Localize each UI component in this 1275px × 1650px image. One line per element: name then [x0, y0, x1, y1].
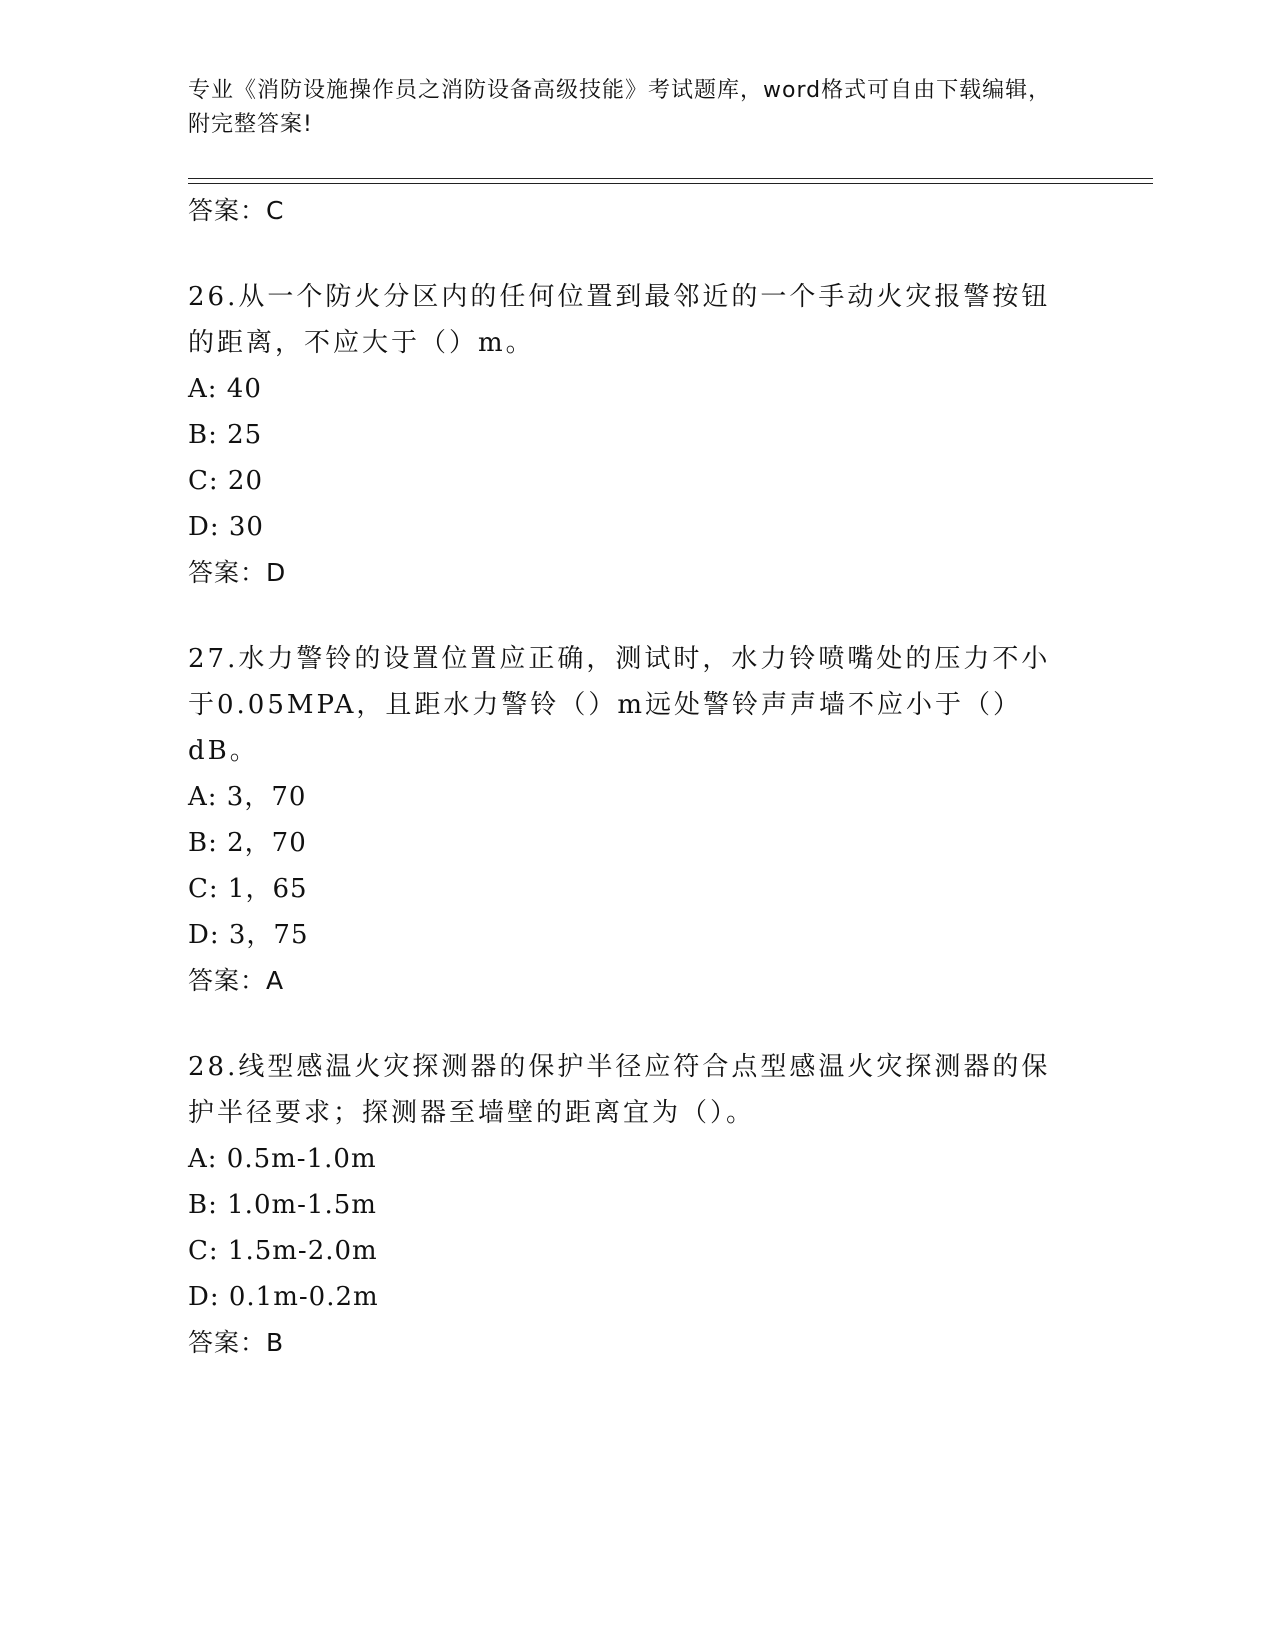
- option-a: A: 40: [188, 374, 262, 404]
- answer-line: 答案：C: [188, 196, 285, 225]
- answer-line: 答案：A: [188, 966, 285, 995]
- option-c: C: 20: [188, 466, 264, 496]
- option-d: D: 3，75: [188, 920, 309, 950]
- question-item: [188, 274, 1068, 596]
- option-a: A: 3，70: [188, 782, 307, 812]
- document-header: 专业《消防设施操作员之消防设备高级技能》考试题库，word格式可自由下载编辑，附完整答案!: [188, 78, 1052, 137]
- question-text: 27.水力警铃的设置位置应正确，测试时，水力铃喷嘴处的压力不小于0.05MPA，且距水力警铃（）m远处警铃声声墙不应小于（）dB。: [188, 644, 1051, 766]
- option-b: B: 25: [188, 420, 263, 450]
- option-c: C: 1.5m-2.0m: [188, 1236, 378, 1266]
- header-divider-bottom: [188, 183, 1153, 184]
- question-item: [188, 636, 1068, 1004]
- answer-line: 答案：D: [188, 558, 287, 587]
- option-b: B: 2，70: [188, 828, 307, 858]
- question-item: [188, 1044, 1068, 1366]
- question-list: [188, 188, 1068, 1366]
- question-text: 28.线型感温火灾探测器的保护半径应符合点型感温火灾探测器的保护半径要求；探测器至墙壁的距离宜为（）。: [188, 1052, 1051, 1128]
- option-d: D: 0.1m-0.2m: [188, 1282, 379, 1312]
- option-c: C: 1，65: [188, 874, 308, 904]
- header-divider-top: [188, 178, 1153, 179]
- option-a: A: 0.5m-1.0m: [188, 1144, 377, 1174]
- option-d: D: 30: [188, 512, 264, 542]
- question-text: 26.从一个防火分区内的任何位置到最邻近的一个手动火灾报警按钮的距离，不应大于（）m。: [188, 282, 1051, 358]
- answer-line: 答案：B: [188, 1328, 285, 1357]
- option-b: B: 1.0m-1.5m: [188, 1190, 377, 1220]
